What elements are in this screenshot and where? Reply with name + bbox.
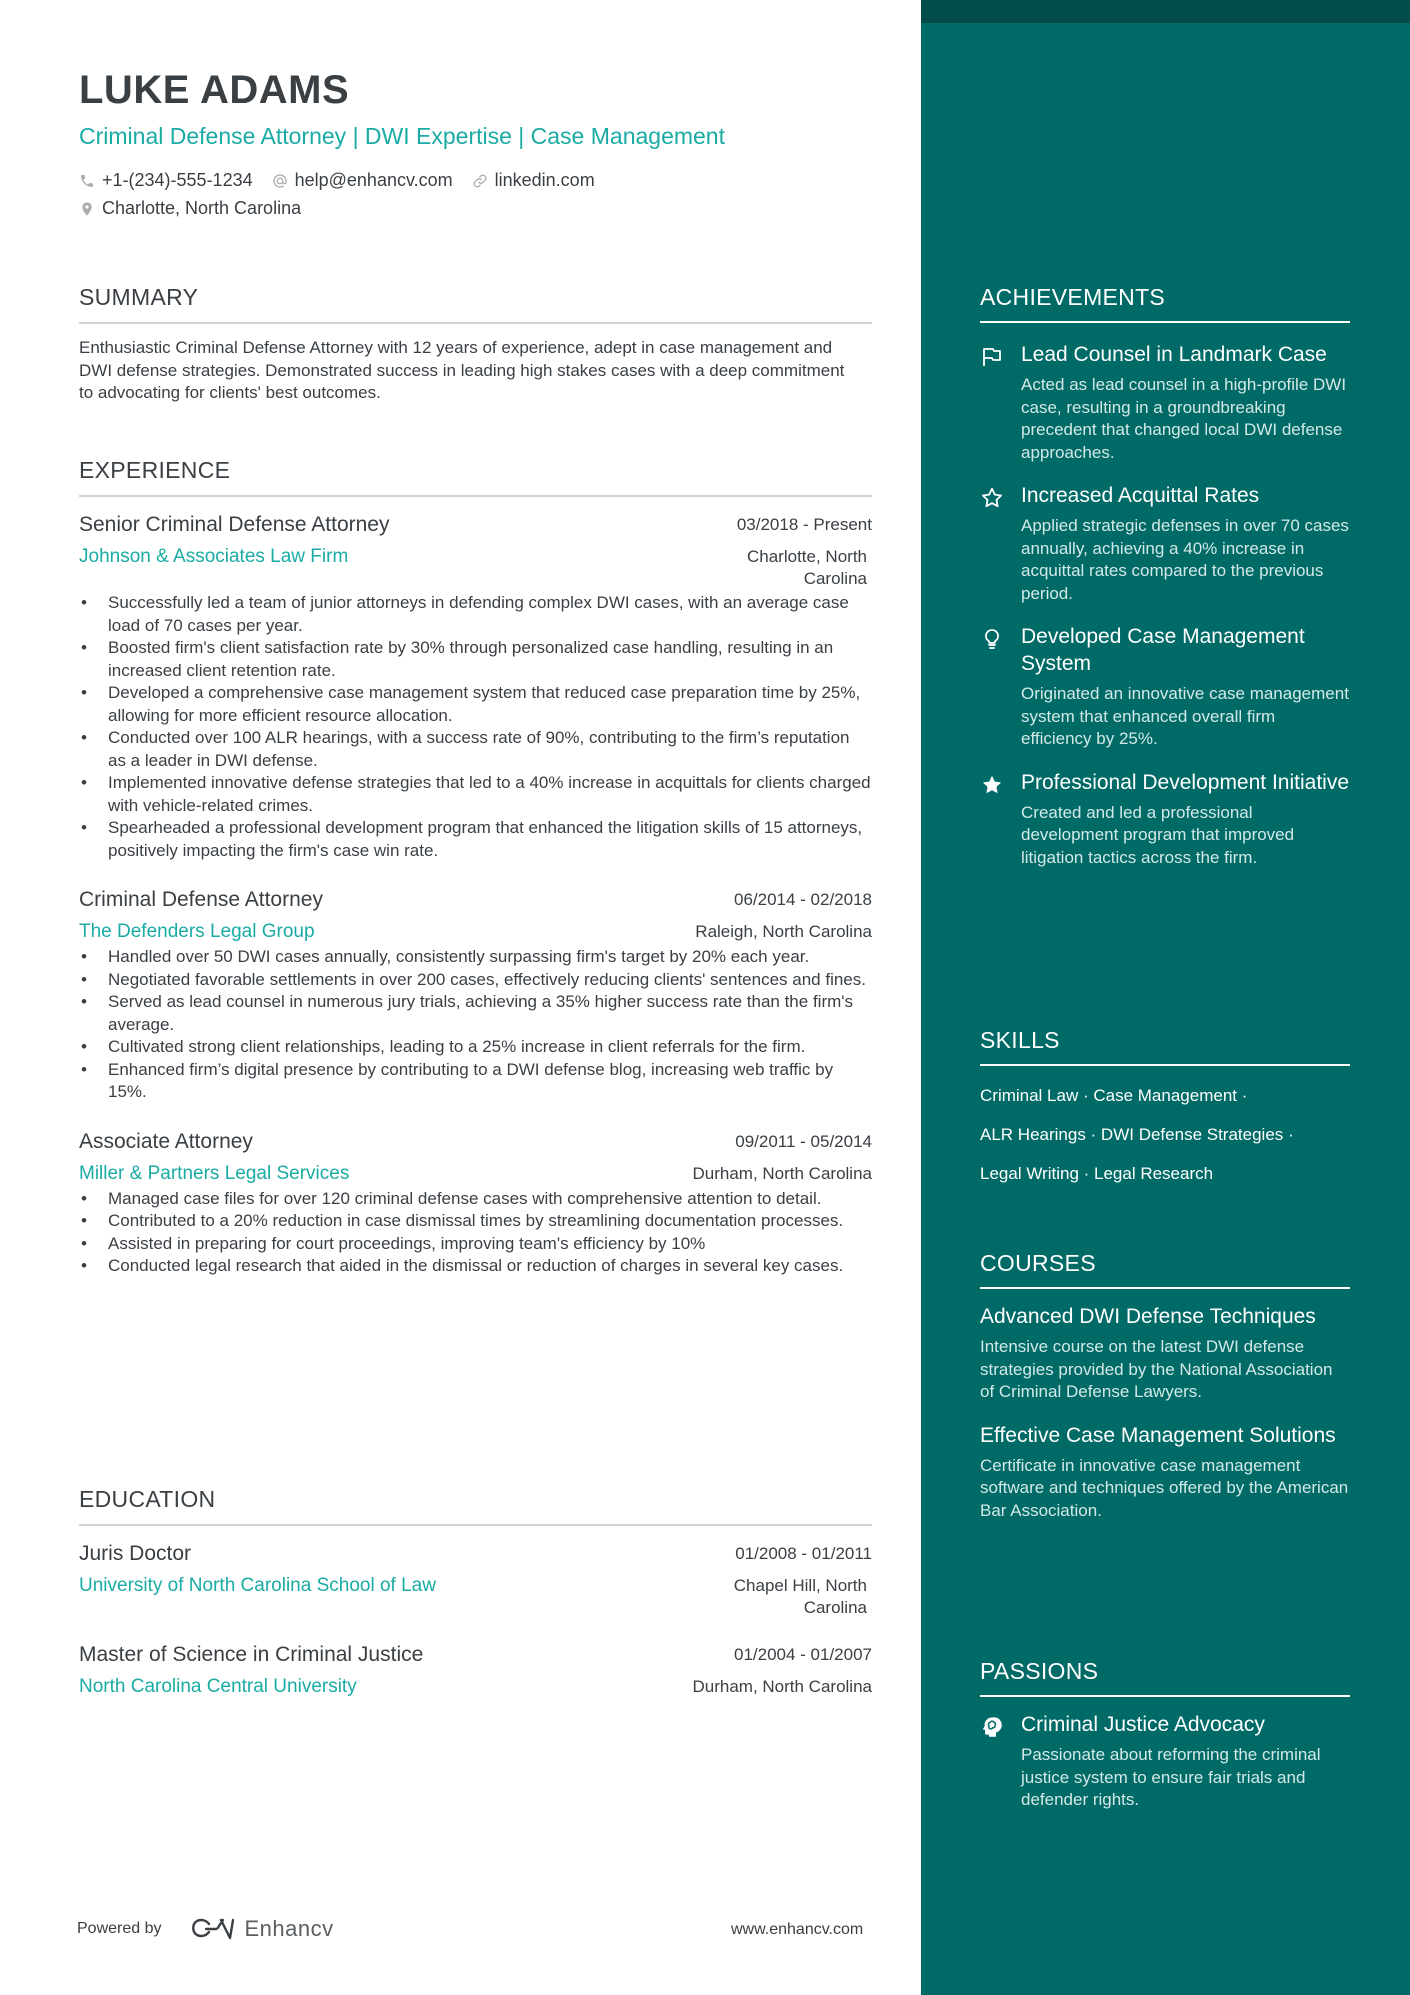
achievement-title: Increased Acquittal Rates: [1021, 484, 1260, 507]
list-item: • Managed case files for over 120 criminal defense cases with comprehensive attention to detail.: [79, 1188, 872, 1211]
skills-line: Criminal Law · Case Management ·: [980, 1086, 1248, 1105]
achievements-section: [980, 284, 1350, 869]
education-location-line: Durham, North Carolina: [692, 1677, 872, 1696]
list-item: • Implemented innovative defense strategies that led to a 40% increase in acquittals for clients charged with vehicle-related crimes.: [79, 772, 872, 817]
education-location-line: Chapel Hill, North: [733, 1576, 867, 1595]
phone-text: +1-(234)-555-1234: [102, 170, 253, 190]
education-dates: 01/2004 - 01/2007: [733, 1645, 872, 1664]
achievement-title: Professional Development Initiative: [1021, 770, 1350, 794]
list-item: • Enhanced firm’s digital presence by contributing to a DWI defense blog, increasing web traffic by 15%.: [79, 1059, 872, 1104]
star-outline-icon: [980, 486, 1004, 510]
contact-location: [79, 198, 301, 219]
courses-section: [980, 1250, 1350, 1522]
summary-section: [79, 284, 872, 405]
contact-email[interactable]: [272, 170, 453, 191]
flag-icon: [980, 345, 1004, 369]
passions-heading: PASSIONS: [980, 1658, 1350, 1697]
achievement-desc: Originated an innovative case management system that enhanced overall firm efficiency by 25%.: [1021, 684, 1349, 748]
education-heading: EDUCATION: [79, 1486, 872, 1526]
education-section: [79, 1486, 872, 1699]
list-item: • Contributed to a 20% reduction in case dismissal times by streamlining documentation processes.: [79, 1210, 872, 1233]
course-desc: Intensive course on the latest DWI defense strategies provided by the National Association of Criminal Defense Lawyers.: [980, 1337, 1333, 1401]
passion-title: Criminal Justice Advocacy: [1021, 1713, 1265, 1736]
list-item: • Conducted legal research that aided in the dismissal or reduction of charges in several key cases.: [79, 1255, 872, 1278]
list-item: • Boosted firm's client satisfaction rate by 30% through personalized case handling, resulting in an increased client retention rate.: [79, 637, 872, 682]
skills-heading: SKILLS: [980, 1027, 1350, 1066]
education-degree: Juris Doctor: [79, 1542, 192, 1565]
list-item: • Spearheaded a professional development program that enhanced the litigation skills of 15 attorneys, positively impacting the firm's case win rate.: [79, 817, 872, 862]
education-school: University of North Carolina School of Law: [79, 1575, 436, 1596]
job-dates: 06/2014 - 02/2018: [733, 890, 872, 909]
job-company: Johnson & Associates Law Firm: [79, 546, 349, 567]
lightbulb-icon: [980, 627, 1004, 651]
achievement-item: [980, 769, 1350, 870]
summary-text: Enthusiastic Criminal Defense Attorney with 12 years of experience, adept in case management and DWI defense strategies. Demonstrated success in leading high stakes cases with a deep commitment to advocating for clients' best outcomes.: [79, 338, 845, 402]
candidate-name: LUKE ADAMS: [79, 68, 350, 112]
achievement-desc: Created and led a professional development program that improved litigation tactics across the firm.: [1021, 802, 1295, 867]
experience-section: [79, 457, 872, 1278]
achievement-desc: Applied strategic defenses in over 70 cases annually, achieving a 40% increase in acquittal rates compared to the previous period.: [1021, 516, 1349, 603]
job-dates: 03/2018 - Present: [736, 515, 872, 534]
education-entry: [79, 1641, 872, 1699]
passions-section: [980, 1658, 1350, 1812]
head-brain-icon: [980, 1715, 1004, 1739]
enhancv-logo[interactable]: [189, 1916, 334, 1942]
footer-website[interactable]: www.enhancv.com: [731, 1921, 864, 1938]
list-item: • Negotiated favorable settlements in over 200 cases, effectively reducing clients' sentences and fines.: [79, 969, 872, 992]
phone-icon: [79, 173, 95, 189]
achievement-item: [980, 341, 1350, 464]
sidebar: [921, 0, 1410, 1995]
achievement-desc: Acted as lead counsel in a high-profile DWI case, resulting in a groundbreaking precedent that changed local DWI defense approaches.: [1021, 375, 1347, 462]
achievements-heading: ACHIEVEMENTS: [980, 284, 1350, 323]
job-entry: [79, 886, 872, 1104]
job-location: [747, 546, 867, 590]
enhancv-logo-icon: [189, 1917, 235, 1941]
email-text: help@enhancv.com: [294, 170, 453, 190]
job-bullets: [79, 592, 872, 862]
education-dates: 01/2008 - 01/2011: [735, 1544, 872, 1563]
list-item: • Successfully led a team of junior attorneys in defending complex DWI cases, with an average case load of 70 cases per year.: [79, 592, 872, 637]
list-item: • Handled over 50 DWI cases annually, consistently surpassing firm's target by 20% each year.: [79, 946, 872, 969]
skills-line: Legal Writing · Legal Research: [980, 1164, 1214, 1183]
location-pin-icon: [79, 201, 95, 217]
summary-heading: SUMMARY: [79, 284, 872, 324]
job-title: Senior Criminal Defense Attorney: [79, 513, 390, 536]
achievement-item: [980, 623, 1350, 751]
contact-row-location: [79, 198, 320, 219]
passion-desc: Passionate about reforming the criminal justice system to ensure fair trials and defender rights.: [1021, 1745, 1321, 1809]
skills-line: ALR Hearings · DWI Defense Strategies ·: [980, 1125, 1294, 1144]
job-dates: 09/2011 - 05/2014: [735, 1131, 872, 1151]
sidebar-top-bar: [921, 0, 1410, 23]
link-icon: [472, 173, 488, 189]
contact-row-primary: [79, 170, 614, 191]
job-location-line: Raleigh, North Carolina: [695, 922, 872, 941]
achievement-title: Lead Counsel in Landmark Case: [1021, 343, 1327, 366]
education-entry: [79, 1540, 872, 1619]
powered-by-text: Powered by: [77, 1920, 162, 1937]
achievement-title: Developed Case Management System: [1021, 625, 1305, 675]
job-title: Associate Attorney: [79, 1129, 253, 1153]
skills-section: [980, 1027, 1350, 1193]
footer-powered-by: [77, 1916, 334, 1942]
contact-phone[interactable]: [79, 170, 253, 191]
contact-linkedin[interactable]: [472, 170, 595, 191]
at-icon: [272, 173, 288, 189]
candidate-headline: Criminal Defense Attorney | DWI Expertise | Case Management: [79, 123, 725, 149]
achievement-item: [980, 482, 1350, 605]
experience-heading: EXPERIENCE: [79, 457, 872, 497]
courses-heading: COURSES: [980, 1250, 1350, 1289]
course-item: [980, 1303, 1350, 1404]
list-item: • Developed a comprehensive case management system that reduced case preparation time by 25%, allowing for more efficient resource allocation.: [79, 682, 872, 727]
location-text: Charlotte, North Carolina: [102, 198, 302, 218]
education-location: [734, 1575, 867, 1619]
course-title: Effective Case Management Solutions: [980, 1423, 1336, 1447]
list-item: • Conducted over 100 ALR hearings, with a success rate of 90%, contributing to the firm’s reputation as a leader in DWI defense.: [79, 727, 872, 772]
linkedin-text: linkedin.com: [494, 170, 595, 190]
list-item: • Assisted in preparing for court proceedings, improving team's efficiency by 10%: [79, 1233, 872, 1256]
job-location-line: Carolina: [803, 569, 867, 588]
job-location-line: Charlotte, North: [747, 547, 867, 566]
job-bullets: [79, 1188, 872, 1278]
education-location: [692, 1676, 872, 1698]
job-bullets: [79, 946, 872, 1104]
job-title: Criminal Defense Attorney: [79, 888, 323, 911]
job-location: [692, 1163, 872, 1185]
job-location-line: Durham, North Carolina: [692, 1163, 872, 1183]
job-company: Miller & Partners Legal Services: [79, 1162, 350, 1184]
job-entry: [79, 1128, 872, 1278]
star-filled-icon: [980, 773, 1004, 797]
education-degree: Master of Science in Criminal Justice: [79, 1643, 424, 1666]
education-location-line: Carolina: [803, 1598, 867, 1617]
list-item: • Cultivated strong client relationships, leading to a 25% increase in client referrals for the firm.: [79, 1036, 872, 1059]
job-company: The Defenders Legal Group: [79, 921, 315, 942]
footer-brand: Enhancv: [244, 1916, 334, 1941]
course-desc: Certificate in innovative case management software and techniques offered by the American Bar Association.: [980, 1455, 1349, 1520]
passion-item: [980, 1711, 1350, 1812]
education-school: North Carolina Central University: [79, 1676, 357, 1697]
job-entry: [79, 511, 872, 862]
course-item: [980, 1422, 1350, 1523]
job-location: [695, 921, 872, 943]
course-title: Advanced DWI Defense Techniques: [980, 1305, 1316, 1328]
list-item: • Served as lead counsel in numerous jury trials, achieving a 35% higher success rate than the firm's average.: [79, 991, 872, 1036]
skills-list: [980, 1076, 1350, 1193]
